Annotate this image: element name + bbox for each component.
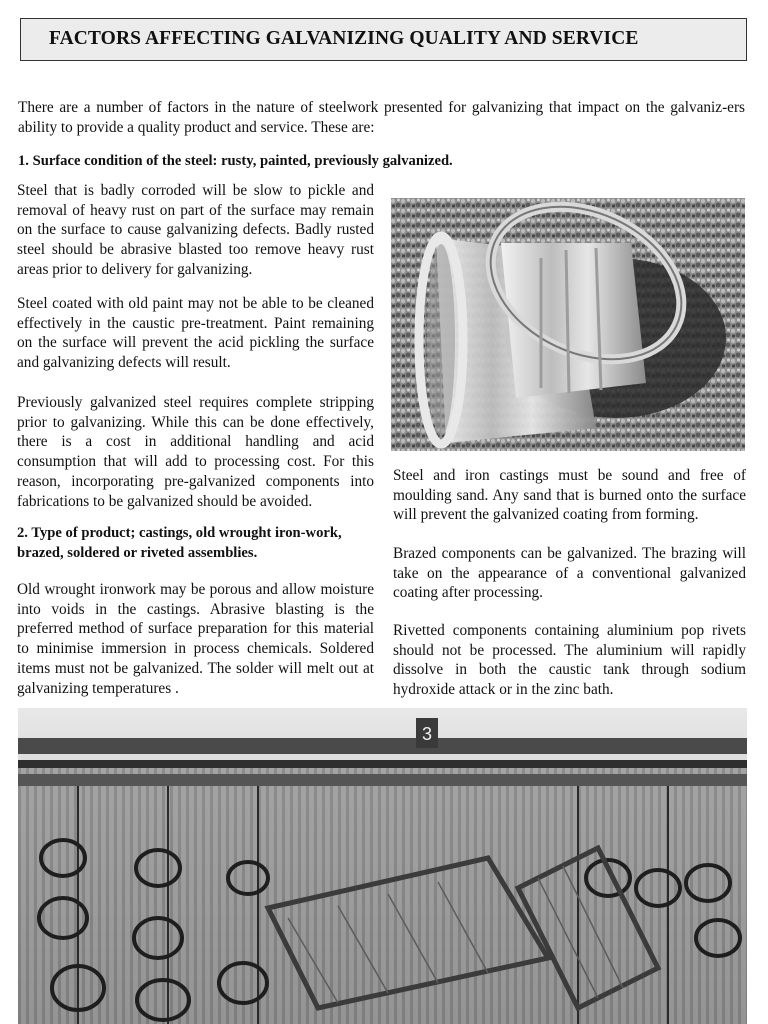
section-1-paragraph-paint: Steel coated with old paint may not be able to be cleaned effectively in the caustic pre-treatment. Paint remaining on the surface will prevent the acid pickling the surface and galvanizing defects will result. [17, 295, 374, 372]
section-1-paragraph-previously-galvanized: Previously galvanized steel requires complete stripping prior to galvanizing. While this can be done effectively, there is a cost in additional handling and acid consumption that will add to processing cost. For this reason, incorporating pre-galvanized components into fabrications to be galvanized should be avoided. [17, 394, 374, 510]
section-2-paragraph-wrought-iron: Old wrought ironwork may be porous and allow moisture into voids in the castings. Abrasive blasting is the preferred method of surface preparation for this material to minimise immersion in process chemicals. Soldered items must not be galvanized. The solder will melt out at galvanizing temperatures . [17, 581, 374, 697]
section-1-heading: 1. Surface condition of the steel: rusty, painted, previously galvanized. [18, 153, 453, 169]
title-box [20, 18, 747, 61]
crane-number-label: 3 [421, 724, 433, 744]
castings-paragraph: Steel and iron castings must be sound and free of moulding sand. Any sand that is burned onto the surface will prevent the galvanized coating from forming. [393, 467, 746, 524]
brazed-paragraph: Brazed components can be galvanized. The brazing will take on the appearance of a conventional galvanized coating after processing. [393, 545, 746, 602]
page-title: FACTORS AFFECTING GALVANIZING QUALITY AND SERVICE [49, 28, 639, 49]
castings-photo [391, 198, 745, 451]
section-2-heading: 2. Type of product; castings, old wrought iron-work, brazed, soldered or riveted assemblies. [17, 525, 342, 561]
section-1-paragraph-rust: Steel that is badly corroded will be slow to pickle and removal of heavy rust on part of the surface may remain on the surface to cause galvanizing defects. Badly rusted steel should be abrasive blasted too remove heavy rust areas prior to delivery for galvanizing. [17, 182, 374, 278]
intro-paragraph: There are a number of factors in the nature of steelwork presented for galvanizing that impact on the galvaniz-ers ability to provide a quality product and service. These are: [18, 99, 745, 136]
galvanizing-plant-photo [18, 708, 747, 1024]
rivetted-paragraph: Rivetted components containing aluminium pop rivets should not be processed. The aluminium will rapidly dissolve in both the caustic tank through sodium hydroxide attack or in the zinc bath. [393, 622, 746, 699]
